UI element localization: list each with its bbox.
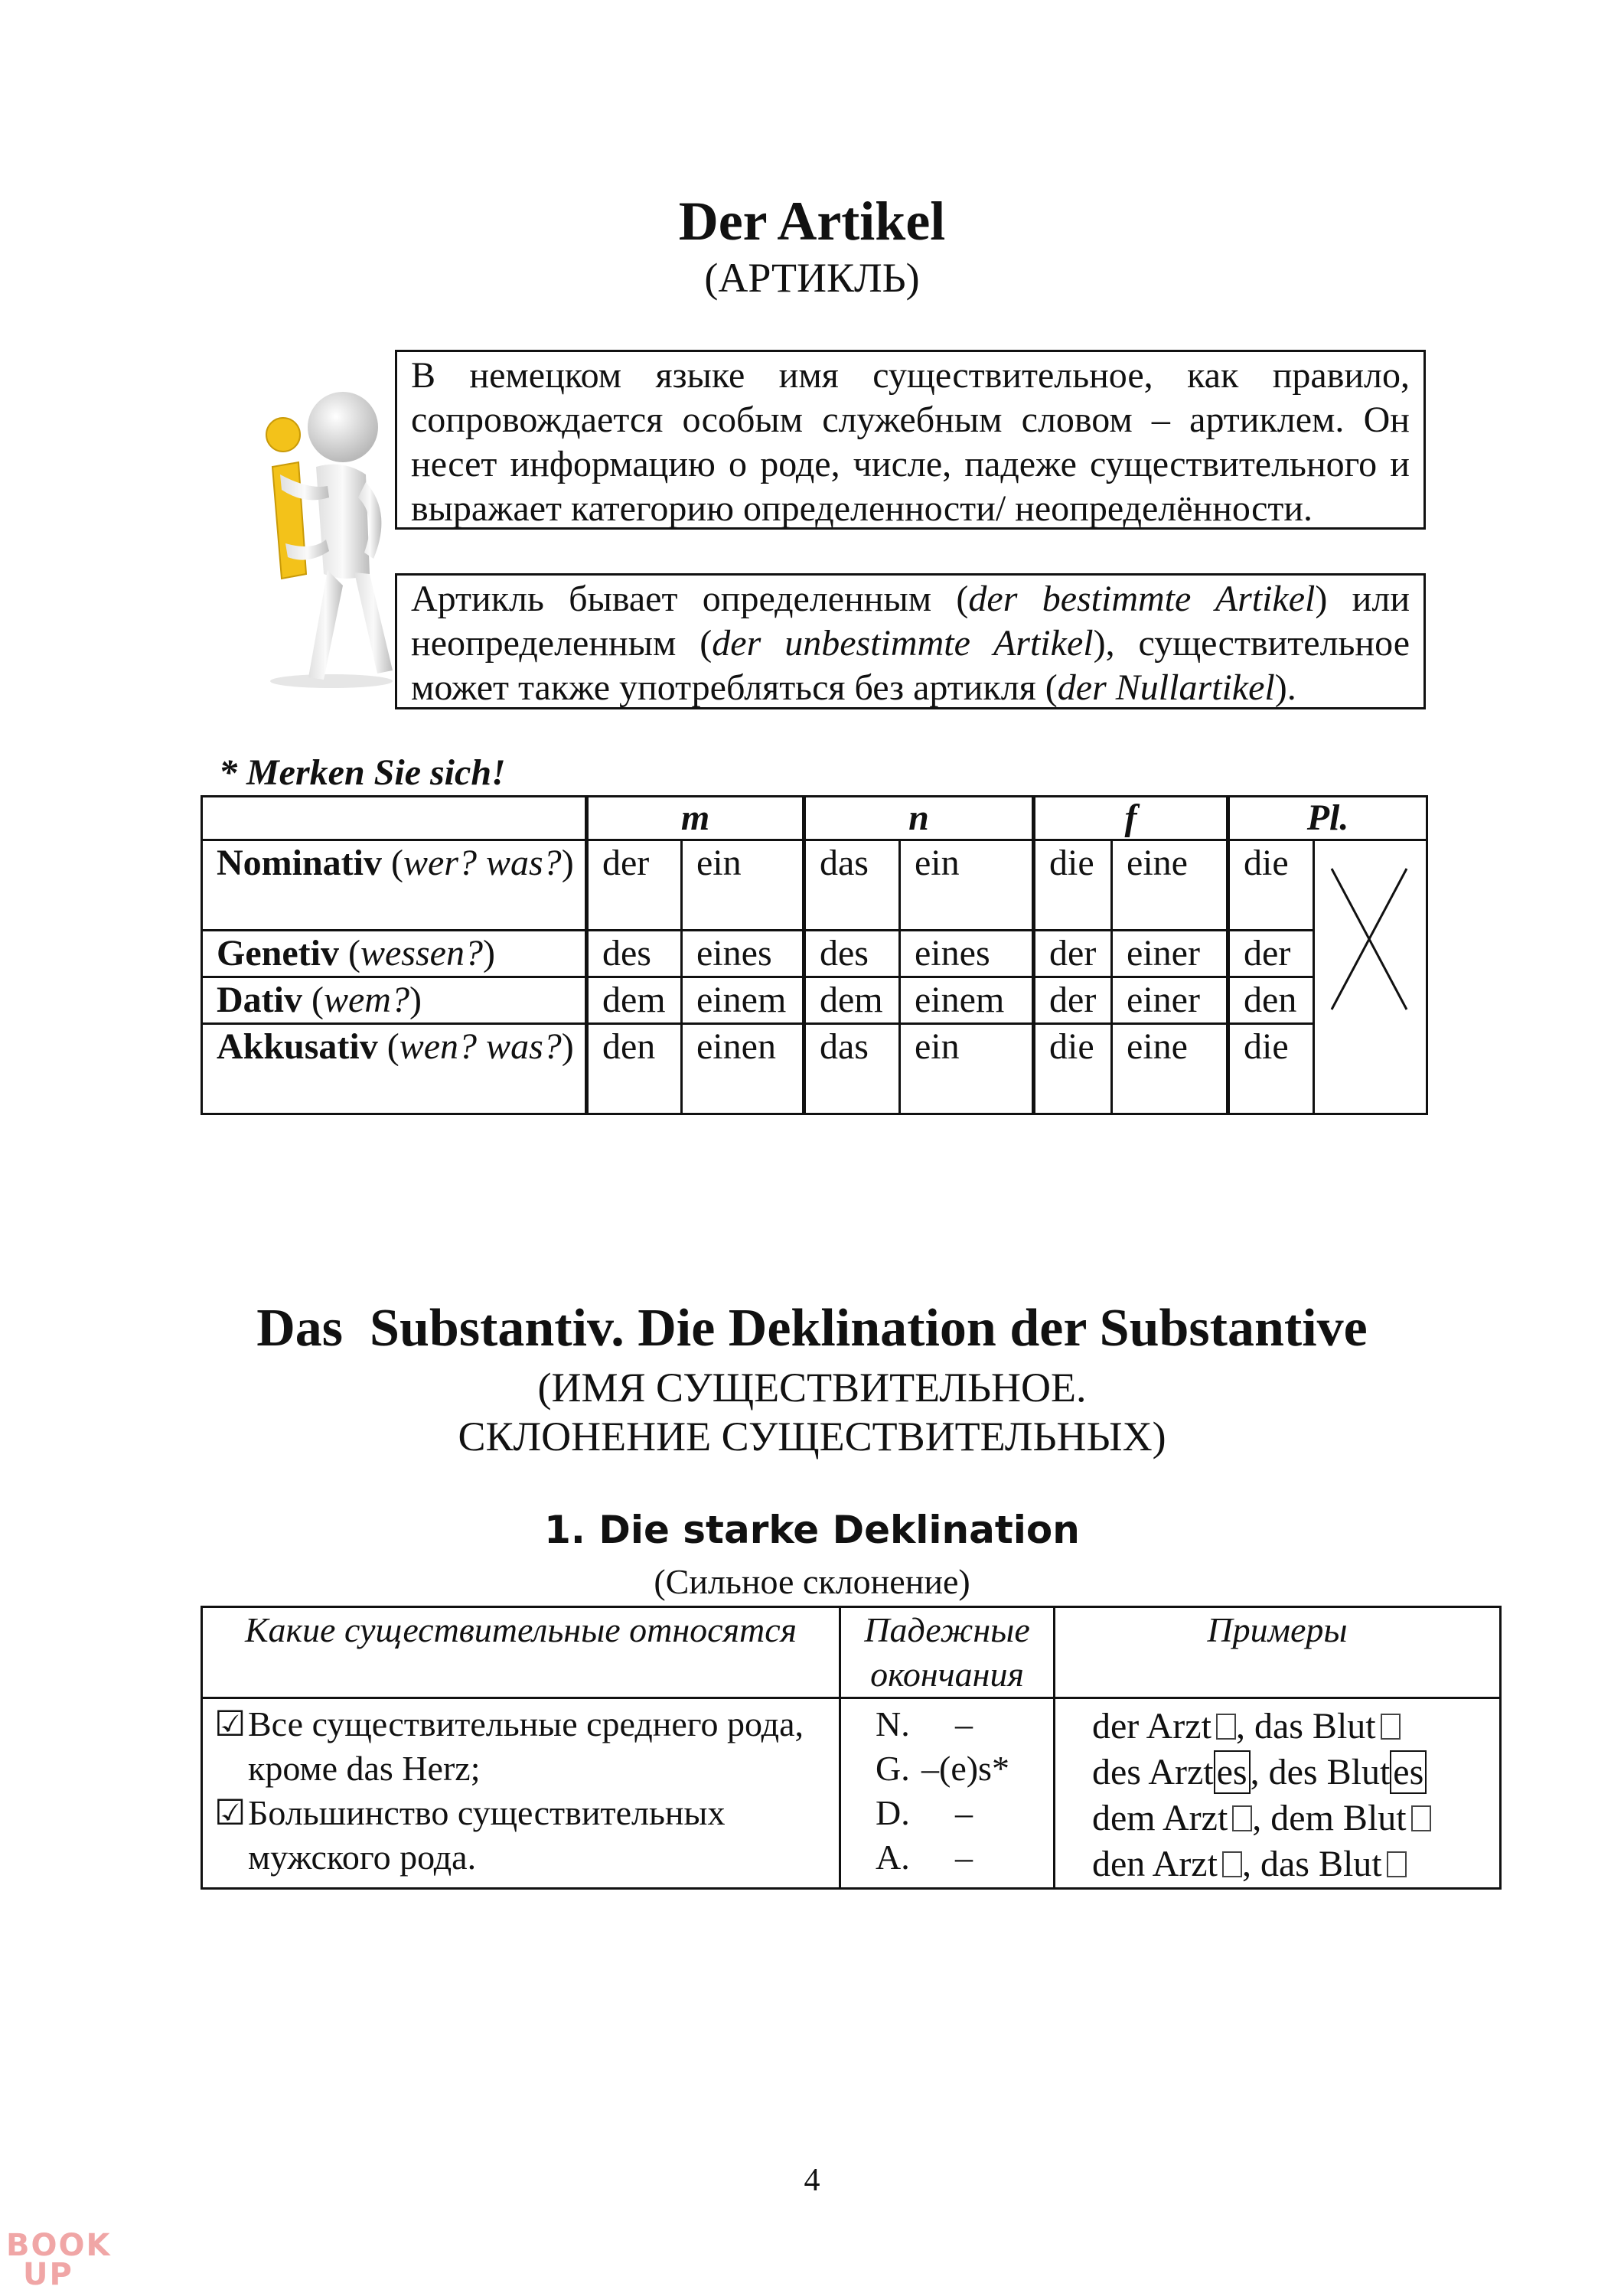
- cross-mark-icon: [1327, 863, 1411, 1016]
- section-title: Das Substantiv. Die Deklination der Substantive: [256, 1299, 1368, 1358]
- strong-declension-table: [201, 1606, 1502, 1890]
- cell: die: [1228, 1024, 1314, 1114]
- checkbox-checked-icon: ☑: [214, 1793, 246, 1832]
- cell: die: [1034, 1024, 1112, 1114]
- cell: eine: [1112, 840, 1228, 931]
- table-header-row: [202, 797, 1427, 840]
- cell: den: [587, 1024, 682, 1114]
- cell: eine: [1112, 1024, 1228, 1114]
- cell: eines: [682, 931, 804, 977]
- cell: der: [587, 840, 682, 931]
- cell: das: [804, 840, 900, 931]
- table-row-akkusativ: [202, 1024, 1427, 1114]
- header-neuter: n: [804, 797, 1034, 840]
- subsection-subtitle: (Сильное склонение): [654, 1562, 970, 1601]
- cell: einer: [1112, 977, 1228, 1024]
- bookup-logo: BOOK UP: [6, 2228, 112, 2292]
- header-empty: [202, 797, 587, 840]
- endings-cell: [840, 1698, 1055, 1889]
- case-abbrev: N.: [876, 1704, 910, 1743]
- cell: ein: [900, 1024, 1034, 1114]
- list-item: [204, 1702, 838, 1791]
- cell: ein: [900, 840, 1034, 931]
- empty-ending-box-icon: [1216, 1714, 1236, 1740]
- term-nullartikel: der Nullartikel: [1057, 667, 1275, 708]
- case-label: Akkusativ (wen? was?): [202, 1024, 587, 1114]
- table-row-genetiv: [202, 931, 1427, 977]
- case-abbrev: A.: [876, 1838, 910, 1877]
- ending-row: [842, 1746, 1052, 1791]
- ending-row: [842, 1702, 1052, 1746]
- empty-ending-box-icon: [1232, 1805, 1252, 1831]
- examples-cell: [1055, 1698, 1501, 1889]
- cell: die: [1034, 840, 1112, 931]
- cell: die: [1228, 840, 1314, 931]
- ending: –: [955, 1704, 973, 1743]
- cell: des: [804, 931, 900, 977]
- empty-ending-box-icon: [1222, 1851, 1242, 1877]
- table-row: [202, 1698, 1501, 1889]
- example-akkusativ: den Arzt , das Blut: [1092, 1841, 1499, 1887]
- article-declension-table: [201, 795, 1428, 1115]
- cell: des: [587, 931, 682, 977]
- example-nominativ: der Arzt , das Blut: [1092, 1704, 1499, 1750]
- empty-ending-box-icon: [1387, 1851, 1407, 1877]
- cell: ein: [682, 840, 804, 931]
- header-which-nouns: Какие существительные относятся: [202, 1607, 840, 1698]
- cell: eines: [900, 931, 1034, 977]
- header-plural: Pl.: [1228, 797, 1427, 840]
- section-subtitle-line2: СКЛОНЕНИЕ СУЩЕСТВИТЕЛЬНЫХ): [458, 1414, 1166, 1459]
- merken-heading: * Merken Sie sich!: [219, 752, 506, 793]
- example-genetiv: des Arztes, des Blutes: [1092, 1750, 1499, 1795]
- ending-row: [842, 1835, 1052, 1880]
- list-item: [204, 1791, 838, 1880]
- section-subtitle-line1: (ИМЯ СУЩЕСТВИТЕЛЬНОЕ.: [537, 1365, 1087, 1411]
- cell: der: [1228, 931, 1314, 977]
- table-row-nominativ: [202, 840, 1427, 931]
- page-number: 4: [804, 2163, 820, 2198]
- cell: der: [1034, 977, 1112, 1024]
- cell: einem: [900, 977, 1034, 1024]
- empty-ending-box-icon: [1411, 1805, 1431, 1831]
- text-fragment: ), существительное может также употребляться без артикля (: [411, 623, 1410, 708]
- info-box-article-types: [395, 573, 1426, 709]
- info-box-definition: В немецком языке имя существительное, как правило, сопровождается особым служебным словом – артиклем. Он несет информацию о роде, числе, падеже существительного и выражает категорию определенности/ неопределённости.: [395, 350, 1426, 530]
- header-examples: Примеры: [1055, 1607, 1501, 1698]
- list-item-text: Большинство существительных мужского рода.: [248, 1793, 726, 1877]
- header-masculine: m: [587, 797, 804, 840]
- cell: der: [1034, 931, 1112, 977]
- empty-ending-box-icon: [1381, 1714, 1401, 1740]
- case-label: Nominativ (wer? was?): [202, 840, 587, 931]
- page-subtitle: (АРТИКЛЬ): [704, 255, 920, 301]
- checkbox-checked-icon: ☑: [214, 1704, 246, 1743]
- ending-highlight: es: [1214, 1750, 1251, 1794]
- text-fragment: ).: [1274, 667, 1296, 708]
- header-case-endings: Падежные окончания: [840, 1607, 1055, 1698]
- table-header-row: [202, 1607, 1501, 1698]
- table-row-dativ: [202, 977, 1427, 1024]
- list-item-text: Все существительные среднего рода, кроме das Herz;: [248, 1704, 804, 1788]
- term-bestimmt: der bestimmte Artikel: [968, 579, 1316, 619]
- ending: –: [955, 1838, 973, 1877]
- case-label: Dativ (wem?): [202, 977, 587, 1024]
- subsection-title: 1. Die starke Deklination: [544, 1508, 1080, 1552]
- ending-highlight: es: [1390, 1750, 1427, 1794]
- info-figure-illustration: [243, 383, 396, 689]
- ending: –: [955, 1793, 973, 1832]
- ending: –(e)s*: [921, 1749, 1009, 1788]
- cell: dem: [587, 977, 682, 1024]
- noun-groups-cell: [202, 1698, 840, 1889]
- ending-row: [842, 1791, 1052, 1835]
- cell: einer: [1112, 931, 1228, 977]
- term-unbestimmt: der unbestimmte Artikel: [712, 623, 1094, 664]
- header-feminine: f: [1034, 797, 1228, 840]
- text-fragment: ) или неопределенным (: [411, 579, 1410, 664]
- case-label: Genetiv (wessen?): [202, 931, 587, 977]
- cell: den: [1228, 977, 1314, 1024]
- cell: das: [804, 1024, 900, 1114]
- cell: einem: [682, 977, 804, 1024]
- cell: einen: [682, 1024, 804, 1114]
- example-dativ: dem Arzt , dem Blut: [1092, 1795, 1499, 1841]
- plural-indefinite-crossed: [1314, 840, 1427, 1114]
- case-abbrev: G.: [876, 1749, 910, 1788]
- text-fragment: Артикль бывает определенным (: [411, 579, 969, 619]
- page-title: Der Artikel: [678, 191, 946, 252]
- cell: dem: [804, 977, 900, 1024]
- case-abbrev: D.: [876, 1793, 910, 1832]
